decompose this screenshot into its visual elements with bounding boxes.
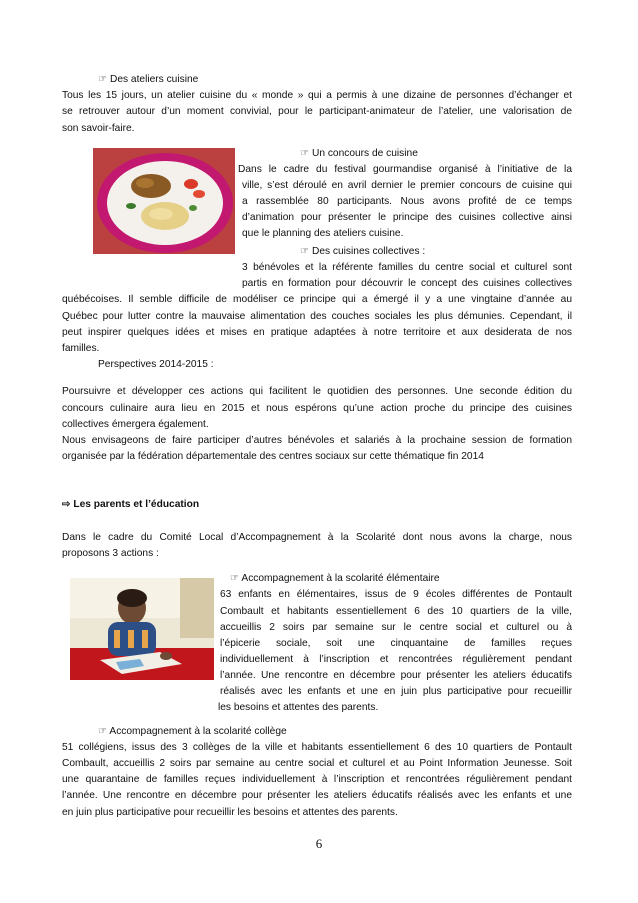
collectives-line-3: québécoises. Il semble difficile de modéliser ce principe qui a émergé il y a une vingtaine d’année au <box>62 294 572 305</box>
concours-line-2: ville, s’est déroulé en avril dernier le premier concours de cuisine qui <box>242 180 572 191</box>
concours-line-5: que le planning des ateliers cuisine. <box>242 228 404 239</box>
elementaire-line-8: les besoins et attentes des parents. <box>218 702 379 713</box>
section-title-parents: ⇨ Les parents et l’éducation <box>62 499 200 510</box>
college-line-2: Combault, accueillis 2 soirs par semaine au centre social et culturel et au Point Information Jeunesse. Soit <box>62 758 572 769</box>
ateliers-line-1: Tous les 15 jours, un atelier cuisine du « monde » qui a permis à une dizaine de personnes d’échanger et <box>62 90 572 101</box>
ateliers-line-3: son savoir-faire. <box>62 123 135 134</box>
elementaire-line-5: individuellement à l’inscription et rencontrées régulièrement pendant <box>220 654 572 665</box>
elementaire-line-7: réalisés avec les enfants et une en juin plus participative pour recueillir <box>220 686 572 697</box>
collectives-line-1: 3 bénévoles et la référente familles du centre social et culturel sont <box>242 262 572 273</box>
intro-line-2: proposons 3 actions : <box>62 548 159 559</box>
elementaire-line-3: accueillis 2 soirs par semaine sur le centre social et culturel ou à <box>220 622 572 633</box>
food-plate-photo <box>93 148 235 254</box>
concours-line-4: d’animation pour présenter le principe des cuisines collective ainsi <box>242 212 572 223</box>
college-line-4: l’année. Une rencontre en décembre pour présenter les ateliers éducatifs réalisés avec les enfants et une <box>62 790 572 801</box>
concours-line-3: a rassemblée 80 participants. Nous avons profité de ce temps <box>242 196 572 207</box>
college-line-5: en juin plus participative pour recueillir les besoins et attentes des parents. <box>62 807 398 818</box>
collectives-heading: ☞ Des cuisines collectives : <box>300 246 426 257</box>
perspectives-line-2: concours culinaire aura lieu en 2015 et nous espérons qu’une action proche du principe des cuisines <box>62 403 572 414</box>
perspectives-line-5: organisée par la fédération départementale des centres sociaux sur cette thématique fin 2014 <box>62 451 484 462</box>
elementaire-line-6: l’année. Une rencontre en décembre pour présenter les ateliers éducatifs <box>220 670 572 681</box>
collectives-line-6: familles. <box>62 343 100 354</box>
ateliers-heading: ☞ Des ateliers cuisine <box>98 74 199 85</box>
collectives-line-5: peut inspirer quelques idées et mises en pratique adaptées à notre territoire et aux desiderata de nos <box>62 327 572 338</box>
collectives-line-4: Québec pour lutter contre la mauvaise alimentation des couches sociales les plus démunies. Cependant, il <box>62 311 572 322</box>
perspectives-line-4: Nous envisageons de faire participer d’autres bénévoles et salariés à la prochaine session de formation <box>62 435 572 446</box>
concours-heading: ☞ Un concours de cuisine <box>300 148 418 159</box>
ateliers-line-2: se retrouver autour d’un moment convivial, pour le participant-animateur de l’atelier, une valorisation de <box>62 106 572 117</box>
collectives-line-2: partis en formation pour découvrir le concept des cuisines collectives <box>242 278 572 289</box>
college-line-3: une quarantaine de familles reçues individuellement à l’inscription et rencontrées régulièrement pendant <box>62 774 572 785</box>
perspectives-line-3: collectives émergera également. <box>62 419 209 430</box>
concours-line-1: Dans le cadre du festival gourmandise organisé à l’initiative de la <box>238 164 572 175</box>
intro-line-1: Dans le cadre du Comité Local d’Accompagnement à la Scolarité dont nous avons la charge, nous <box>62 532 572 543</box>
college-line-1: 51 collégiens, issus des 3 collèges de la ville et habitants essentiellement 6 des 10 quartiers de Pontault <box>62 742 572 753</box>
college-heading: ☞ Accompagnement à la scolarité collège <box>98 726 287 737</box>
perspectives-line-1: Poursuivre et développer ces actions qui facilitent le quotidien des personnes. Une seconde édition du <box>62 386 572 397</box>
page-number: 6 <box>315 836 323 851</box>
child-reading-photo <box>70 578 214 680</box>
elementaire-line-1: 63 enfants en élémentaires, issus de 9 écoles différentes de Pontault <box>220 589 572 600</box>
elementaire-heading: ☞ Accompagnement à la scolarité élémentaire <box>230 573 440 584</box>
elementaire-line-4: l’épicerie sociale, soit une cinquantaine de familles reçues <box>220 638 572 649</box>
elementaire-line-2: Combault et habitants essentiellement 6 des 10 quartiers de la ville, <box>220 606 572 617</box>
perspectives-heading: Perspectives 2014-2015 : <box>98 359 214 370</box>
